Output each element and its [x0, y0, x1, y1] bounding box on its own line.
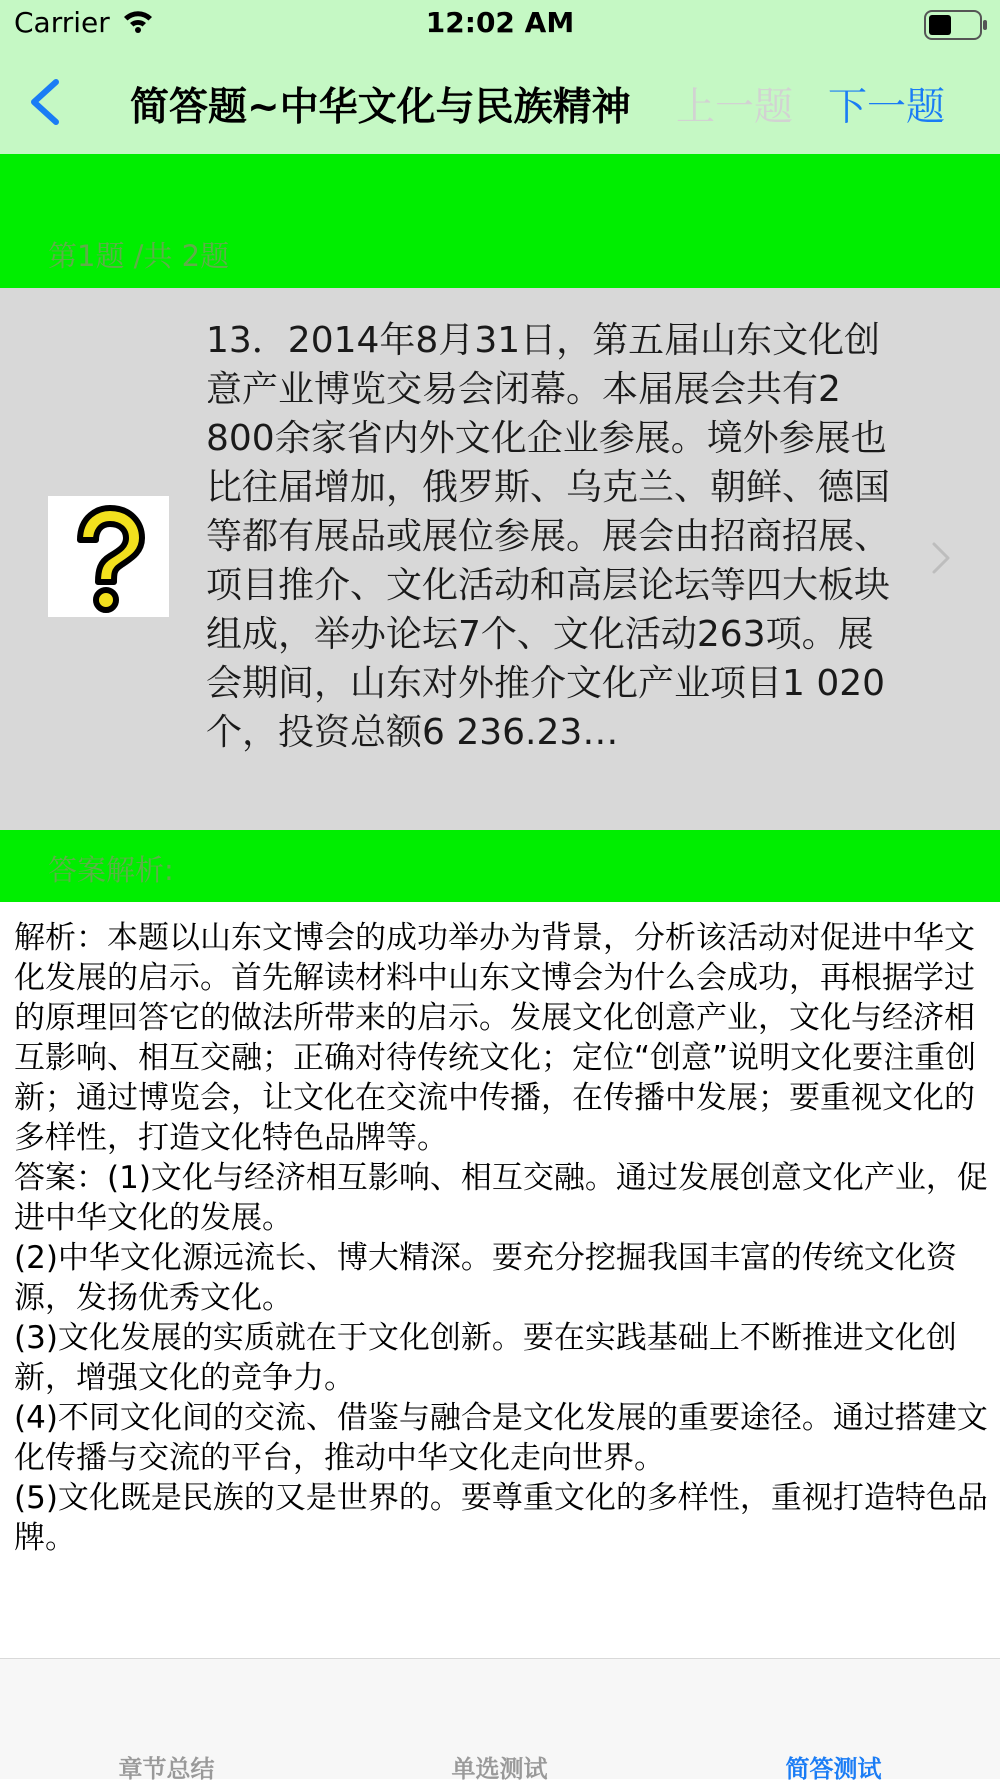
analysis-paragraph: 答案：(1)文化与经济相互影响、相互交融。通过发展创意文化产业，促进中华文化的发展。 [14, 1160, 988, 1236]
question-card[interactable] [0, 288, 1000, 830]
carrier-label: Carrier [14, 6, 110, 39]
analysis-paragraph: (2)中华文化源远流长、博大精深。要充分挖掘我国丰富的传统文化资源，发扬优秀文化。 [14, 1240, 957, 1316]
chevron-right-icon [930, 540, 954, 576]
battery-icon [924, 10, 988, 40]
analysis-paragraph: (4)不同文化间的交流、借鉴与融合是文化发展的重要途径。通过搭建文化传播与交流的平台，推动中华文化走向世界。 [14, 1400, 988, 1476]
next-question-button[interactable]: 下一题 [828, 85, 946, 130]
question-text: 13．2014年8月31日，第五届山东文化创意产业博览交易会闭幕。本届展会共有2 800余家省内外文化企业参展。境外参展也比往届增加，俄罗斯、乌克兰、朝鲜、德国等都有展品或展位参展。展会由招商招展、项目推介、文化活动和高层论坛等四大板块组成，举办论坛7个、文化活动263项。展会期间，山东对外推介文化产业项目1 020个，投资总额6 236.23… [206, 320, 891, 753]
analysis-paragraph: (3)文化发展的实质就在于文化创新。要在实践基础上不断推进文化创新，增强文化的竞争力。 [14, 1320, 957, 1396]
analysis-paragraph: (5)文化既是民族的又是世界的。要尊重文化的多样性，重视打造特色品牌。 [14, 1480, 988, 1556]
question-mark-icon [48, 496, 169, 617]
answer-section-header [0, 830, 1000, 902]
answer-analysis [14, 918, 989, 1558]
tab-chapter-summary[interactable]: 章节总结 [118, 1755, 215, 1783]
tab-single-choice-test[interactable]: 单选测试 [451, 1755, 548, 1783]
page-title: 简答题~中华文化与民族精神 [130, 85, 631, 130]
navigation-bar [0, 50, 1000, 154]
tab-short-answer-test[interactable]: 简答测试 [785, 1755, 882, 1783]
status-time: 12:02 AM [425, 6, 575, 39]
chevron-left-icon [20, 72, 80, 132]
progress-header [0, 154, 1000, 288]
prev-question-button[interactable]: 上一题 [676, 85, 794, 130]
analysis-paragraph: 解析：本题以山东文博会的成功举办为背景，分析该活动对促进中华文化发展的启示。首先解读材料中山东文博会为什么会成功，再根据学过的原理回答它的做法所带来的启示。发展文化创意产业，文化与经济相互影响、相互交融；正确对待传统文化；定位“创意”说明文化要注重创新；通过博览会，让文化在交流中传播，在传播中发展；要重视文化的多样性，打造文化特色品牌等。 [14, 920, 977, 1156]
answer-section-label: 答案解析: [48, 853, 174, 887]
status-bar [0, 0, 1000, 50]
back-button[interactable] [20, 72, 80, 132]
question-counter: 第1题 /共 2题 [48, 239, 230, 273]
tab-bar [0, 1658, 1000, 1783]
